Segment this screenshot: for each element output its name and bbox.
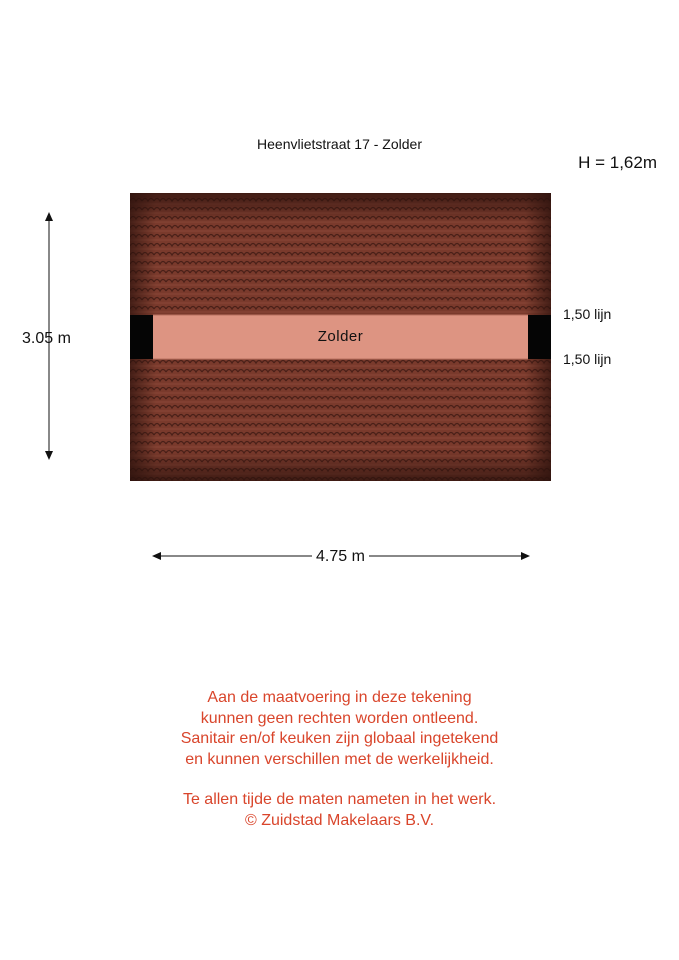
disclaimer-line: kunnen geen rechten worden ontleend.	[200, 709, 479, 727]
disclaimer-line: Te allen tijde de maten nameten in het werk.	[182, 791, 497, 808]
height-line-label-bottom: 1,50 lijn	[563, 351, 612, 367]
disclaimer-line: Sanitair en/of keuken zijn globaal ingetekend	[180, 730, 499, 747]
height-line-label-top: 1,50 lijn	[563, 306, 612, 322]
disclaimer-line: Aan de maatvoering in deze tekening	[207, 689, 472, 706]
disclaimer	[0, 688, 679, 831]
height-note: H = 1,62m	[578, 153, 657, 172]
vertical-dimension-label: 3.05 m	[22, 330, 71, 347]
plan-title: Heenvlietstraat 17 - Zolder	[257, 136, 422, 152]
disclaimer-spacer	[0, 770, 679, 790]
copyright-line: © Zuidstad Makelaars B.V.	[244, 811, 435, 829]
room-label: Zolder	[317, 328, 364, 345]
horizontal-dimension-label: 4.75 m	[312, 548, 369, 566]
disclaimer-line: en kunnen verschillen met de werkelijkheid.	[185, 750, 494, 768]
